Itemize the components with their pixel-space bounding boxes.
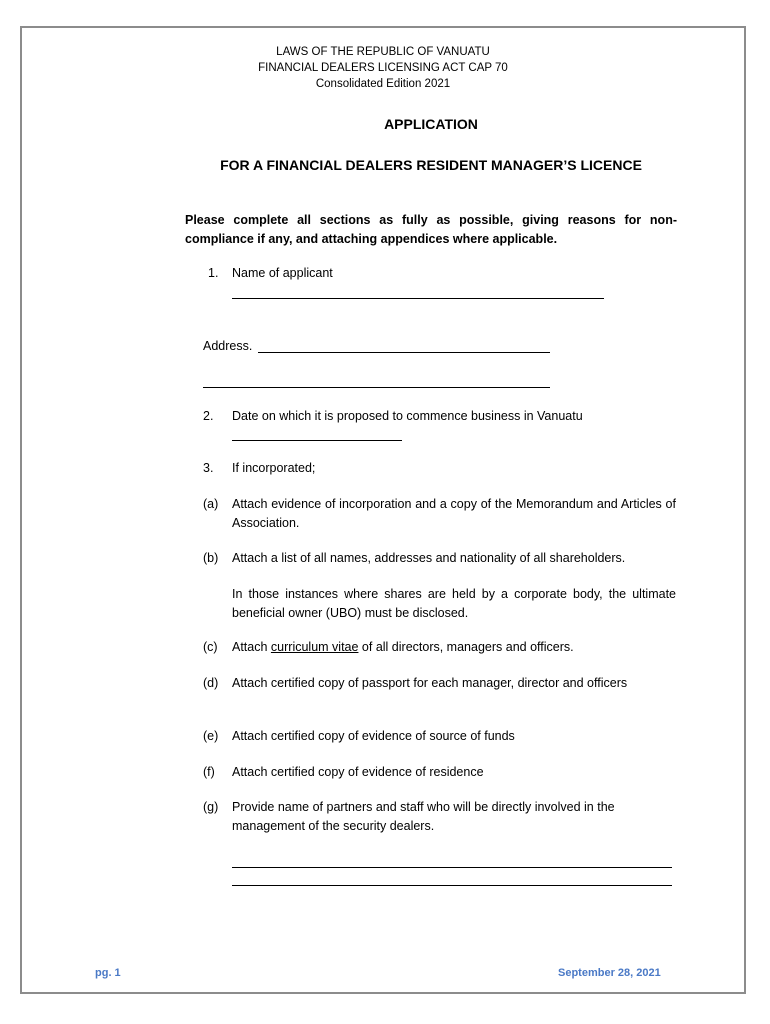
item-g-answer-line-1[interactable] [232, 867, 672, 868]
item-a-number: (a) [203, 497, 219, 511]
item-g-answer-line-2[interactable] [232, 885, 672, 886]
q1-label: Name of applicant [232, 266, 333, 280]
page-number: pg. 1 [95, 967, 121, 979]
item-b-text-1: Attach a list of all names, addresses and nationality of all shareholders. [232, 551, 626, 565]
header-edition: Consolidated Edition 2021 [315, 78, 451, 90]
q2-number: 2. [203, 409, 214, 423]
item-c-number: (c) [203, 640, 218, 654]
header-act-title: FINANCIAL DEALERS LICENSING ACT CAP 70 [258, 62, 508, 74]
address-answer-line-1[interactable] [258, 352, 550, 353]
header-law-title: LAWS OF THE REPUBLIC OF VANUATU [276, 46, 490, 58]
document-title: APPLICATION [384, 116, 478, 132]
curriculum-vitae-term: curriculum vitae [270, 640, 359, 654]
item-c-text-post: of all directors, managers and officers. [358, 640, 574, 654]
item-f-number: (f) [203, 765, 215, 779]
item-d-text: Attach certified copy of passport for each manager, director and officers [232, 676, 628, 690]
q2-answer-line[interactable] [232, 440, 402, 441]
item-c-text-pre: Attach [232, 640, 271, 654]
document-subtitle: FOR A FINANCIAL DEALERS RESIDENT MANAGER’S LICENCE [220, 157, 642, 173]
item-e-text: Attach certified copy of evidence of source of funds [232, 729, 515, 743]
item-d-number: (d) [203, 676, 219, 690]
item-b-number: (b) [203, 551, 219, 565]
item-c-text [232, 638, 676, 657]
item-a-text: Attach evidence of incorporation and a copy of the Memorandum and Articles of Association. [232, 497, 676, 530]
q3-number: 3. [203, 461, 214, 475]
item-e-number: (e) [203, 729, 219, 743]
q3-label: If incorporated; [232, 461, 316, 475]
item-g-number: (g) [203, 800, 219, 814]
instructions-text: Please complete all sections as fully as possible, giving reasons for non-compliance if any, and attaching appendices where applicable. [185, 213, 677, 246]
q2-label: Date on which it is proposed to commence business in Vanuatu [232, 409, 583, 423]
footer-date: September 28, 2021 [558, 967, 661, 979]
address-label: Address. [203, 339, 253, 353]
item-f-text: Attach certified copy of evidence of residence [232, 765, 484, 779]
item-b-text-2: In those instances where shares are held by a corporate body, the ultimate beneficial owner (UBO) must be disclosed. [232, 587, 676, 620]
item-g-text: Provide name of partners and staff who will be directly involved in the management of the security dealers. [232, 800, 615, 833]
address-answer-line-2[interactable] [203, 387, 550, 388]
q1-answer-line[interactable] [232, 298, 604, 299]
q1-number: 1. [208, 266, 219, 280]
